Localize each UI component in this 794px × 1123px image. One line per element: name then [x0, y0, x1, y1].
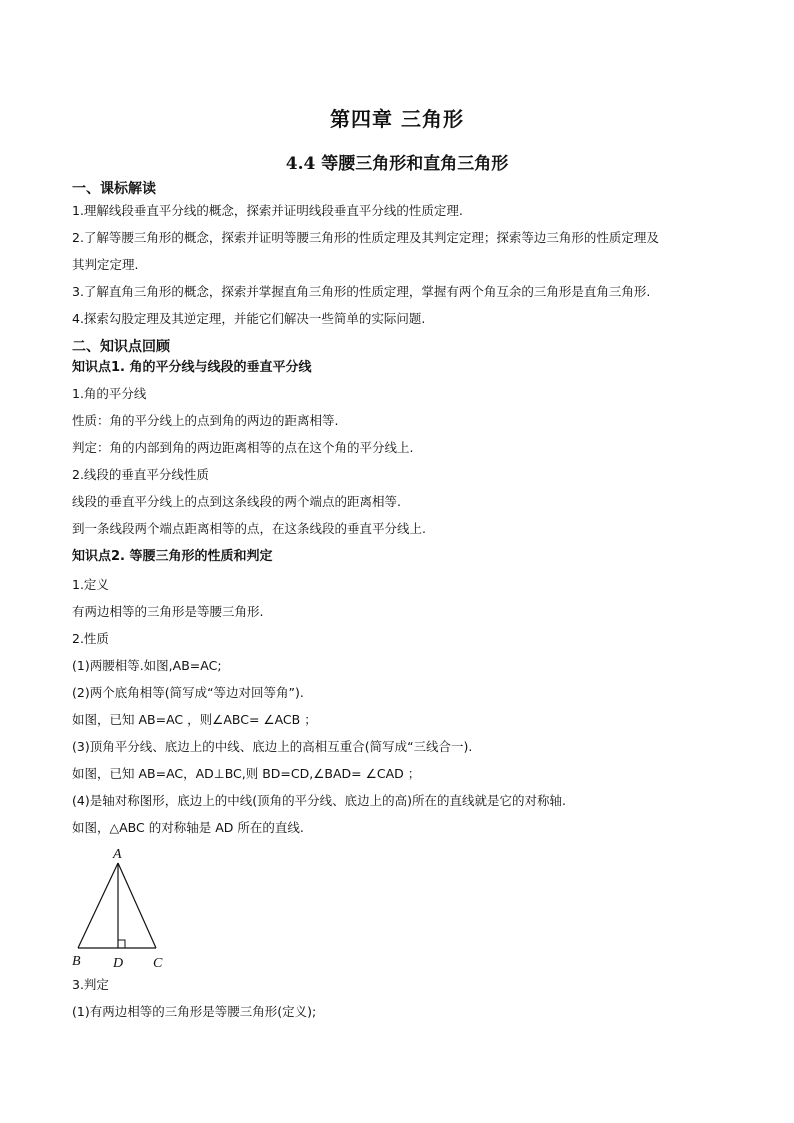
side-ac [118, 863, 156, 948]
paragraph: 到一条线段两个端点距离相等的点，在这条线段的垂直平分线上. [72, 521, 426, 536]
paragraph: 性质：角的平分线上的点到角的两边的距离相等. [72, 413, 339, 428]
paragraph: 线段的垂直平分线上的点到这条线段的两个端点的距离相等. [72, 494, 401, 509]
side-ab [78, 863, 118, 948]
paragraph: 如图，已知 AB=AC，AD⊥BC,则 BD=CD,∠BAD= ∠CAD ； [72, 766, 421, 781]
paragraph: (3)顶角平分线、底边上的中线、底边上的高相互重合(简写成“三线合一). [72, 739, 473, 754]
paragraph: (2)两个底角相等(简写成“等边对回等角”). [72, 685, 304, 700]
paragraph: (1)两腰相等.如图,AB=AC; [72, 658, 222, 673]
label-b: B [72, 954, 81, 969]
knowledge-point-1-heading: 知识点1. 角的平分线与线段的垂直平分线 [72, 360, 312, 375]
paragraph: 4.探索勾股定理及其逆定理，并能它们解决一些简单的实际问题. [72, 311, 426, 326]
heading-review: 二、知识点回顾 [72, 339, 170, 355]
paragraph: 1.理解线段垂直平分线的概念，探索并证明线段垂直平分线的性质定理. [72, 203, 463, 218]
label-d: D [113, 956, 124, 971]
heading-curriculum: 一、课标解读 [72, 181, 156, 197]
right-angle-mark [118, 940, 125, 948]
paragraph: 2.性质 [72, 631, 109, 646]
label-a: A [113, 847, 122, 862]
paragraph: 2.了解等腰三角形的概念，探索并证明等腰三角形的性质定理及其判定定理；探索等边三角形的性质定理及 [72, 230, 659, 245]
paragraph: 有两边相等的三角形是等腰三角形. [72, 604, 264, 619]
paragraph: 1.定义 [72, 577, 109, 592]
paragraph: 如图，已知 AB=AC ，则∠ABC= ∠ACB ； [72, 712, 317, 727]
section-title: 4.4 等腰三角形和直角三角形 [285, 154, 509, 174]
paragraph: 3.判定 [72, 977, 109, 992]
label-c: C [153, 956, 163, 971]
isosceles-triangle-figure [68, 843, 178, 973]
paragraph: 其判定定理. [72, 257, 139, 272]
knowledge-point-2-heading: 知识点2. 等腰三角形的性质和判定 [72, 549, 273, 564]
paragraph: (4)是轴对称图形，底边上的中线(顶角的平分线、底边上的高)所在的直线就是它的对称轴. [72, 793, 566, 808]
paragraph: 3.了解直角三角形的概念，探索并掌握直角三角形的性质定理，掌握有两个角互余的三角形是直角三角形. [72, 284, 651, 299]
paragraph: 1.角的平分线 [72, 386, 147, 401]
paragraph: 判定：角的内部到角的两边距离相等的点在这个角的平分线上. [72, 440, 414, 455]
paragraph: 如图，△ABC 的对称轴是 AD 所在的直线. [72, 820, 304, 835]
chapter-title: 第四章 三角形 [330, 107, 464, 131]
paragraph: 2.线段的垂直平分线性质 [72, 467, 209, 482]
paragraph: (1)有两边相等的三角形是等腰三角形(定义); [72, 1004, 317, 1019]
